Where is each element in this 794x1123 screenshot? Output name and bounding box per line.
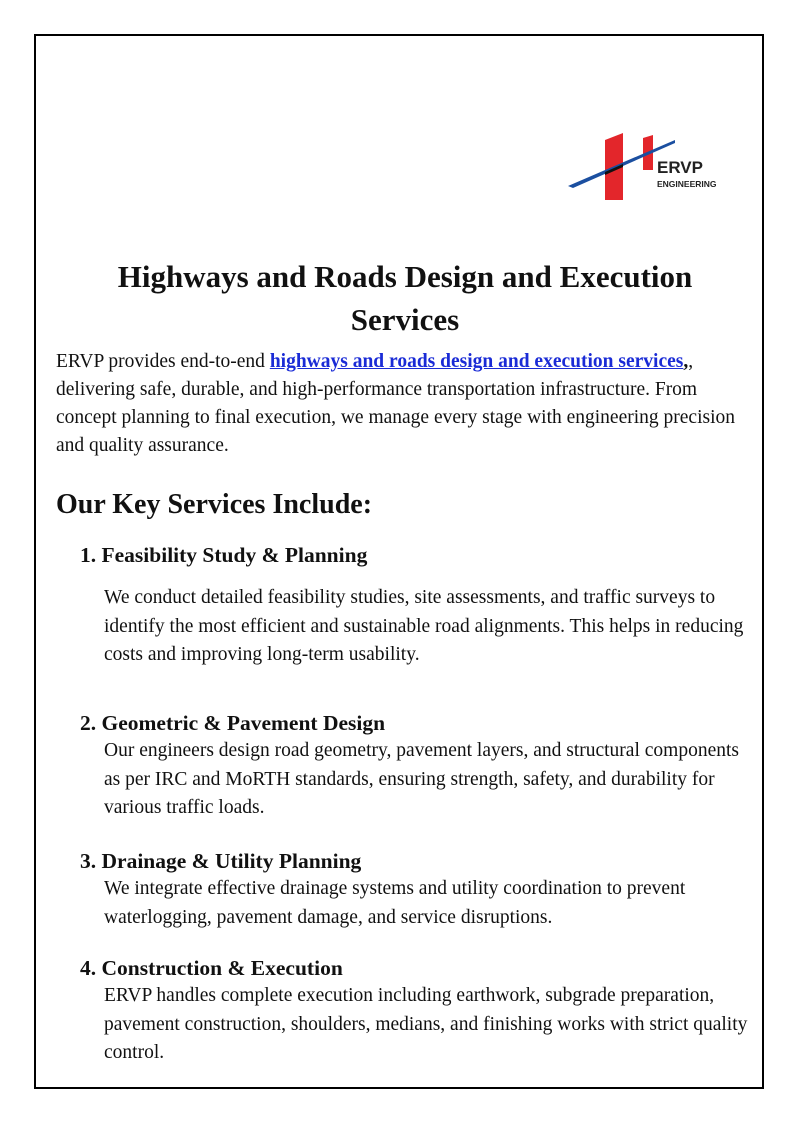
intro-text: ERVP provides end-to-end: [56, 351, 270, 372]
service-heading: 4. Construction & Execution: [80, 956, 343, 980]
service-item: [80, 847, 750, 932]
page-title: Highways and Roads Design and Execution Services: [117, 259, 693, 337]
service-heading: 3. Drainage & Utility Planning: [80, 849, 362, 873]
service-description: We integrate effective drainage systems and utility coordination to prevent waterlogging, pavement damage, and service disruptions.: [104, 878, 686, 928]
ervp-engineering-logo: [565, 130, 740, 205]
services-link[interactable]: highways and roads design and execution services: [269, 351, 684, 372]
service-description: Our engineers design road geometry, pavement layers, and structural components as per IRC and MoRTH standards, ensuring strength, safety, and durability for various traffic loads.: [104, 740, 739, 818]
intro-text-rest: , delivering safe, durable, and high-performance transportation infrastructure. From concept planning to final execution, we manage every stage with engineering precision and quality assurance.: [56, 351, 736, 456]
service-heading: 2. Geometric & Pavement Design: [80, 711, 386, 735]
intro-paragraph: ERVP provides end-to-end highways and roads design and execution services,, delivering safe, durable, and high-performance transportation infrastructure. From concept planning to final execution, we manage every stage with engineering precision and quality assurance.: [56, 351, 736, 456]
service-item: [80, 954, 750, 1068]
section-heading: Our Key Services Include:: [56, 489, 373, 520]
service-heading: 1. Feasibility Study & Planning: [80, 543, 368, 567]
service-item: [80, 709, 750, 823]
service-item: [80, 541, 750, 670]
service-description: ERVP handles complete execution including earthwork, subgrade preparation, pavement construction, shoulders, medians, and finishing works with strict quality control.: [104, 985, 748, 1063]
svg-text:ERVP: ERVP: [657, 158, 703, 177]
svg-text:ENGINEERING: ENGINEERING: [657, 179, 717, 189]
service-description: We conduct detailed feasibility studies, site assessments, and traffic surveys to identify the most efficient and sustainable road alignments. This helps in reducing costs and improving long-term usability.: [104, 587, 744, 665]
